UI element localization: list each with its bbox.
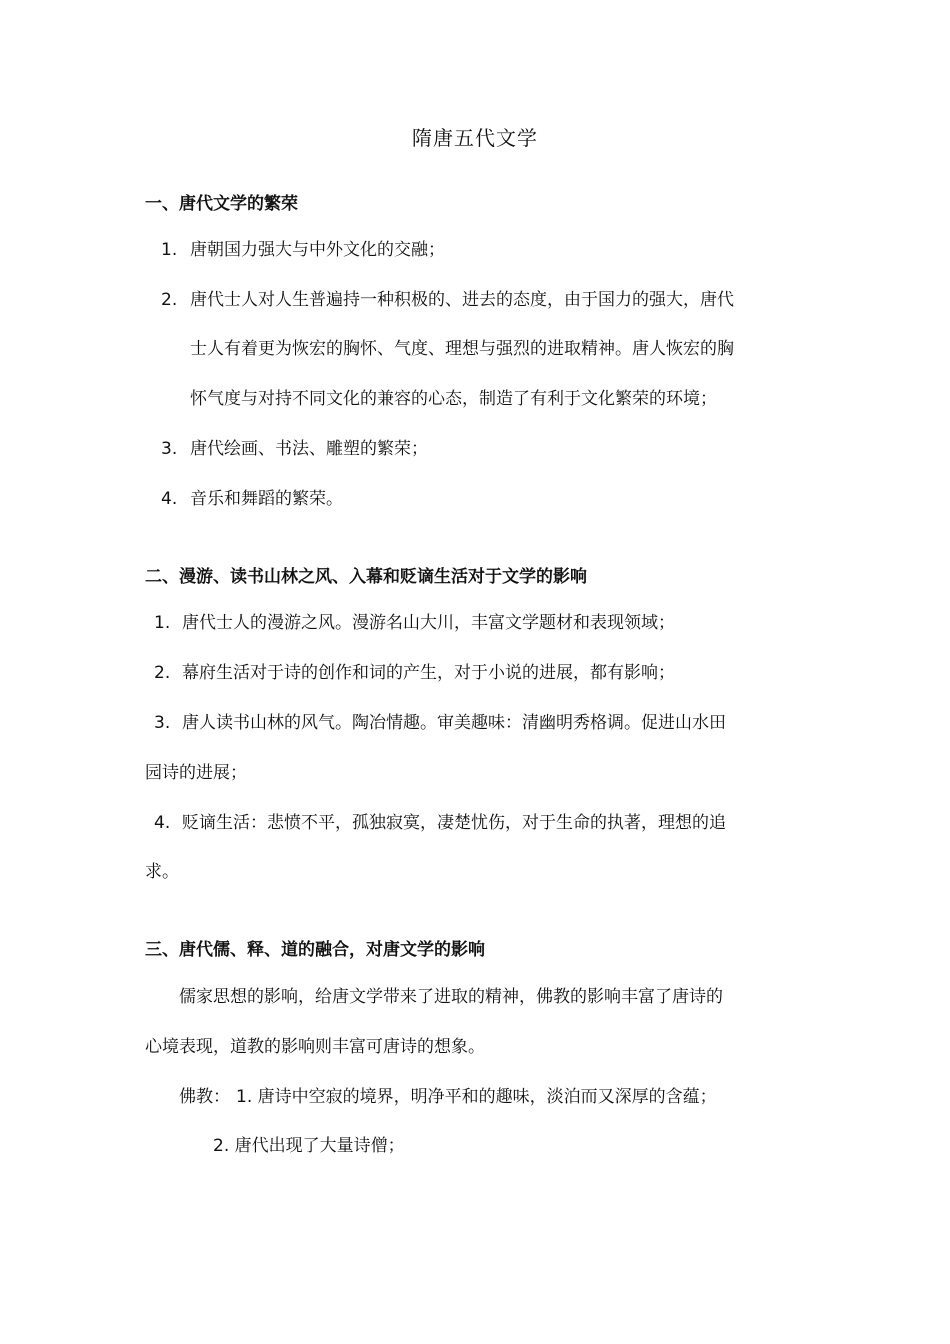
list-item-text: 唐代士人对人生普遍持一种积极的、进去的态度，由于国力的强大，唐代 (190, 290, 734, 310)
section-1-heading: 一、唐代文学的繁荣 (145, 194, 298, 214)
list-item-number: 1. (154, 613, 171, 633)
section-3-heading: 三、唐代儒、释、道的融合，对唐文学的影响 (145, 940, 485, 960)
list-item-text: 唐朝国力强大与中外文化的交融； (190, 240, 445, 260)
list-item-text: 贬谪生活：悲愤不平，孤独寂寞，凄楚忧伤，对于生命的执著，理想的追 (182, 813, 726, 833)
list-item-number: 4. (161, 489, 178, 509)
buddhism-item: 1. 唐诗中空寂的境界，明净平和的趣味，淡泊而又深厚的含蕴； (236, 1087, 717, 1107)
list-item-text: 怀气度与对持不同文化的兼容的心态，制造了有利于文化繁荣的环境； (190, 389, 717, 409)
section-2-heading: 二、漫游、读书山林之风、入幕和贬谪生活对于文学的影响 (145, 567, 587, 587)
list-item-number: 3. (161, 439, 178, 459)
list-item-number: 2. (154, 663, 171, 683)
list-item-number: 3. (154, 713, 171, 733)
list-item-text: 唐人读书山林的风气。陶冶情趣。审美趣味：清幽明秀格调。促进山水田 (182, 713, 726, 733)
list-item-text: 士人有着更为恢宏的胸怀、气度、理想与强烈的进取精神。唐人恢宏的胸 (190, 339, 734, 359)
buddhism-label: 佛教： (179, 1087, 230, 1107)
page-title: 隋唐五代文学 (412, 126, 538, 150)
list-item-number: 2. (161, 290, 178, 310)
list-item-text: 幕府生活对于诗的创作和词的产生，对于小说的进展，都有影响； (182, 663, 675, 683)
list-item-text: 音乐和舞蹈的繁荣。 (190, 489, 343, 509)
list-item-continuation: 求。 (145, 862, 179, 882)
list-item-number: 1. (161, 240, 178, 260)
paragraph-line: 儒家思想的影响，给唐文学带来了进取的精神，佛教的影响丰富了唐诗的 (179, 987, 723, 1007)
buddhism-item: 2. 唐代出现了大量诗僧； (213, 1136, 405, 1156)
list-item-number: 4. (154, 813, 171, 833)
list-item-text: 唐代士人的漫游之风。漫游名山大川，丰富文学题材和表现领域； (182, 613, 675, 633)
paragraph-line: 心境表现，道教的影响则丰富可唐诗的想象。 (145, 1037, 485, 1057)
list-item-continuation: 园诗的进展； (145, 763, 247, 783)
list-item-text: 唐代绘画、书法、雕塑的繁荣； (190, 439, 428, 459)
